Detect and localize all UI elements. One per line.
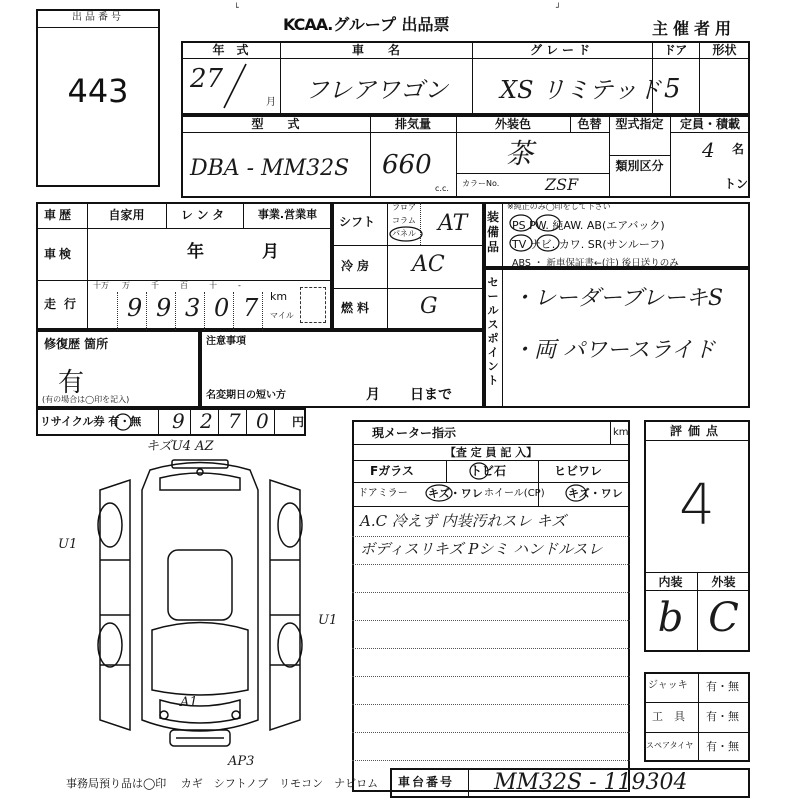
chassis-number: MM32S - 119304: [494, 770, 688, 795]
fuel-value: G: [420, 294, 438, 319]
meter-unit: km: [613, 427, 629, 438]
color-no-value: ZSF: [545, 175, 579, 194]
inspector-header: 【査 定 員 記 入】: [444, 446, 538, 459]
recycle-digit-1: 2: [200, 409, 213, 433]
month-suffix: 月: [266, 97, 276, 108]
organizer-use: 主催者用: [652, 19, 737, 38]
diagram-mark-right: U1: [318, 613, 338, 628]
mileage-digit-3: 0: [214, 294, 230, 322]
shift-opt-panel: パネル: [392, 229, 416, 238]
chassis-label: 車台番号: [398, 775, 455, 789]
equipment-note: ※純正のみ◯印をして下さい: [507, 202, 611, 211]
glass-chip: トビ石: [470, 464, 507, 478]
shift-opt-column: コラム: [392, 216, 416, 225]
spare-tire-label: スペアタイヤ: [646, 741, 694, 750]
mileage-unit-3: 百: [180, 281, 188, 290]
jack-label: ジャッキ: [648, 680, 688, 691]
doors-value: 5: [664, 74, 681, 104]
diagram-mark-top: キズU4 AZ: [146, 439, 214, 454]
model-value: DBA - MM32S: [190, 156, 350, 181]
repair-note: (有の場合は◯印を記入): [42, 395, 130, 404]
mileage-unit-4: 十: [209, 281, 217, 290]
sales-points-label: セールスポイント: [487, 276, 499, 387]
jack-value: 有・無: [706, 680, 739, 693]
inspection-note-1: A.C 冷えず 内装汚れスレ キズ: [360, 512, 567, 530]
km-check-box[interactable]: [300, 287, 326, 323]
km-unit: km: [270, 290, 288, 303]
chip-circle: [468, 461, 490, 481]
brand-logo: KCAA: [283, 15, 328, 34]
remarks-label: 注意事項: [206, 336, 246, 347]
tools-label: 工 具: [652, 710, 685, 723]
mirror-scratch-circle: [424, 483, 454, 503]
wheel-value: キズ・ワレ: [568, 487, 623, 500]
equipment-label: 装備品: [486, 210, 499, 254]
mirror-value: キズ・ワレ: [428, 487, 483, 500]
inspection-label: 車検: [44, 247, 75, 261]
displacement-label: 排気量: [394, 117, 431, 131]
shift-value: AT: [438, 211, 468, 236]
car-damage-diagram: [80, 450, 320, 760]
year-slash: [220, 62, 250, 112]
inspection-year-word: 年: [187, 242, 204, 262]
year-label: 年 式: [212, 43, 249, 57]
office-note: 事務局預り品は◯印 カギ シフトノブ リモコン ナビロム: [66, 777, 379, 790]
mirror-label: ドアミラー: [358, 488, 408, 499]
exterior-grade: C: [708, 595, 739, 641]
recycle-digit-0: 9: [172, 409, 185, 433]
displacement-value: 660: [382, 150, 432, 180]
equipment-line2: TV ナビ. カワ. SR(サンルーフ): [512, 238, 665, 251]
interior-label: 内装: [658, 575, 683, 589]
mileage-digit-4: 7: [243, 294, 259, 322]
exterior-label: 外装: [711, 575, 736, 589]
recycle-label: リサイクル券 有・無: [40, 415, 142, 428]
grade-label: グレード: [529, 43, 594, 57]
diagram-mark-bottom: AP3: [228, 754, 255, 769]
meter-label: 現メーター指示: [372, 426, 457, 440]
name-change-label: 名変期日の短い方: [206, 390, 286, 401]
mileage-unit-1: 万: [122, 281, 130, 290]
lot-number: 443: [67, 72, 129, 110]
tools-value: 有・無: [706, 710, 739, 723]
recycle-digit-3: 0: [256, 409, 269, 433]
panel-circle: [388, 225, 424, 243]
shift-opt-floor: フロア: [392, 203, 416, 212]
mileage-unit-0: 十万: [93, 281, 109, 290]
car-name-label: 車 名: [351, 43, 400, 57]
repair-label: 修復歴 箇所: [44, 337, 109, 351]
name-change-day: 日まで: [410, 387, 452, 403]
history-rental: レンタ: [180, 208, 229, 222]
grade-value: XS リミテッド: [500, 76, 662, 104]
inspection-note-2: ボディスリキズ Pシミ ハンドルスレ: [360, 540, 603, 558]
ton-unit: トン: [724, 177, 749, 191]
sales-point-1: ・レーダーブレーキS: [512, 286, 724, 311]
color-change-label: 色替: [577, 117, 602, 131]
sales-point-2: ・両 パワースライド: [512, 338, 716, 363]
model-type-label: 型 式: [251, 117, 300, 131]
fuel-label: 燃料: [341, 301, 374, 315]
color-value: 茶: [505, 137, 534, 170]
car-name-value: フレアワゴン: [305, 76, 449, 104]
history-private: 自家用: [108, 208, 145, 222]
color-no-label: カラーNo.: [462, 179, 500, 188]
form-title: [283, 12, 450, 35]
mile-unit: マイル: [270, 311, 294, 320]
cc-unit: c.c.: [435, 184, 449, 193]
lot-label: 出品番号: [72, 12, 124, 23]
year-value: 27: [190, 64, 224, 94]
mileage-unit-5: -: [238, 281, 241, 290]
mileage-digit-0: 9: [127, 294, 143, 322]
repair-value: 有: [58, 368, 85, 398]
ac-label: 冷房: [341, 259, 374, 273]
recycle-yes-circle: [113, 412, 133, 432]
mileage-unit-2: 千: [151, 281, 159, 290]
form-title-text: .グループ 出品票: [327, 15, 450, 34]
history-business: 事業.営業車: [257, 208, 318, 221]
wheel-scratch-circle: [564, 483, 588, 503]
mileage-digit-1: 9: [156, 294, 172, 322]
capacity-unit: 名: [732, 142, 745, 156]
name-change-month: 月: [366, 387, 380, 403]
mileage-digit-2: 3: [185, 294, 201, 322]
diagram-mark-left: U1: [58, 537, 78, 552]
shift-label: シフト: [339, 215, 376, 229]
door-label: ドア: [663, 43, 688, 57]
evaluation-score: 4: [679, 473, 715, 538]
equipment-circles: [508, 212, 628, 256]
ac-value: AC: [412, 252, 445, 277]
recycle-digit-2: 7: [228, 409, 241, 433]
equipment-line1: PS PW. 純AW. AB(エアバック): [512, 219, 665, 232]
classification-label: 類別区分: [615, 159, 664, 173]
spare-tire-value: 有・無: [706, 740, 739, 753]
recycle-yen: 円: [292, 415, 305, 429]
interior-grade: b: [657, 595, 684, 641]
equipment-line3: ABS ・ 新車保証書←(注) 後日送りのみ: [512, 258, 679, 269]
evaluation-label: 評価点: [669, 424, 724, 438]
wheel-label: ホイール(CP): [484, 488, 545, 499]
capacity-value: 4: [702, 138, 715, 162]
inspection-month-word: 月: [262, 242, 279, 262]
capacity-label: 定員・積載: [679, 117, 740, 131]
mileage-label: 走行: [44, 297, 85, 311]
diagram-mark-front: A1: [180, 695, 198, 710]
color-label: 外装色: [494, 117, 531, 131]
type-designation-label: 型式指定: [615, 117, 664, 131]
glass-crack: ヒビワレ: [554, 464, 603, 478]
shape-label: 形状: [712, 43, 737, 57]
history-label: 車歴: [44, 208, 75, 222]
glass-label: Fガラス: [370, 464, 414, 478]
